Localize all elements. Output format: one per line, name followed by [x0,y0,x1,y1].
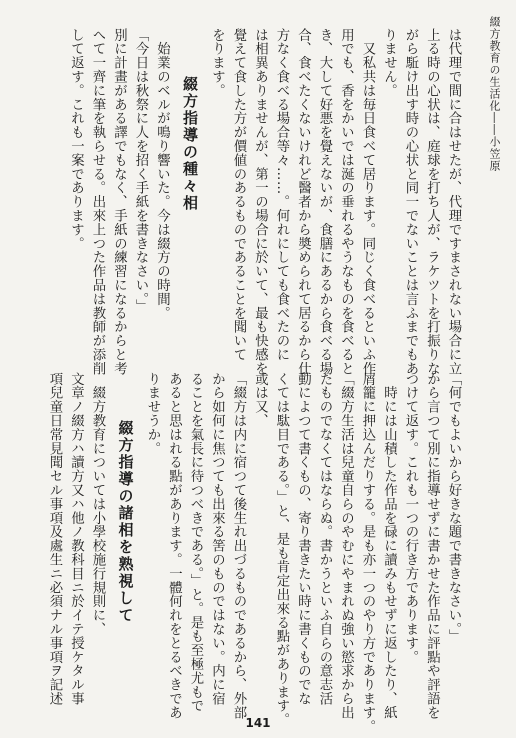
text-line: き、大して好悪を覺えないが、食膳にあるから食べる場 [317,28,332,376]
text-line: へて一齊に筆を執らせる。出來上つた作品は教師が添削 [90,28,105,376]
text-line: りません。 [381,28,397,98]
text-line: くては駄目である。」と、是も肯定出來る點があります。 [274,372,289,727]
text-line: 「何でもよいから好きな題で書きなさい。」 [446,372,461,644]
section-heading: 綴方指導の種々相 [181,76,199,212]
text-line: 綴方教育については小學校施行規則に、 [90,372,105,637]
text-line: 「綴方は内に宿つて後生れ出づるものであるから、外部 [231,372,246,720]
text-line: 始業のベルが鳴り響いた。今は綴方の時間。 [154,28,170,320]
text-line: 時には山積した作品を碌に讀みもせずに返したり、紙 [381,372,397,720]
text-line: 上る時の心状は、庭球を打ち人が、ラケツトを打振りな [424,28,440,376]
text-line: 又私共は毎日食べて居ります。同じく食べるといふ作 [360,28,375,376]
text-line: 「今日は秋祭に人を招く手紙を書きなさい。」 [133,28,148,314]
text-line: は代理で間に合はせたが、代理ですまされない場合に立 [446,28,461,376]
text-line: ることを氣長に待つべきである。」と。是も至極尤もで [188,372,203,713]
page-number: 141 [245,716,271,730]
text-line: から言つて別に指導せずに書かせた作品に評點や評語を [424,372,440,720]
text-line: 合、食べたくないけれど醫者から奬められて居るから仕 [295,28,311,376]
text-line: は相異ありませんが、第一の場合に於いて、最も快感を [252,28,268,376]
text-line: して返す。これも一案であります。 [68,28,84,251]
text-line: 屑籠に押込んだりする。是も亦一つのやり方であります。 [360,372,375,734]
text-line: りませうか。 [145,372,160,456]
text-line: 文章ノ綴方ハ讀方又ハ他ノ教科目ニ於イテ授ケタル事 [68,372,84,706]
upper-text-block [64,28,464,376]
text-line: 用でも、香をかいでは涎の垂れるやうなものを食べると [338,28,354,376]
text-line: がら駈け出す時の心状と同一でないことは言ふまでもあ [403,28,418,376]
text-line: 或は又、 [252,372,268,428]
text-line: 方なく食べる場合等々……。何れにしても食べたのに [274,28,289,362]
section-heading: 綴方指導の諸相を熟視して [116,420,135,624]
text-line: あると思はれる點があります。一體何れをとるべきであ [166,372,182,720]
text-line: 「綴方生活は兒童自らのやむにやまれぬ強い慾求から出 [338,372,354,720]
text-line: 項兒童日常見聞セル事項及處生ニ必須ナル事項ヲ記述 [47,372,62,706]
text-line: つけて返す。これも一つの行き方であります。 [403,372,418,664]
running-head: 綴方教育の生活化――小笠原 [488,16,501,172]
text-line: 動によつて書くもの、寄り書きたい時に書くものでな [295,372,311,706]
text-line: 別に計畫がある譯でもなく、手紙の練習になるからと考 [111,28,127,376]
text-line: 覺えて食した方が價値のあるものであることを聞いて [231,28,246,362]
text-line: たものでなくてはならぬ。書かうといふ自らの意志活 [317,372,332,706]
text-line: から如何に焦つても出來る筈のものではない。内に宿 [209,372,225,706]
text-line: をります。 [209,28,225,98]
